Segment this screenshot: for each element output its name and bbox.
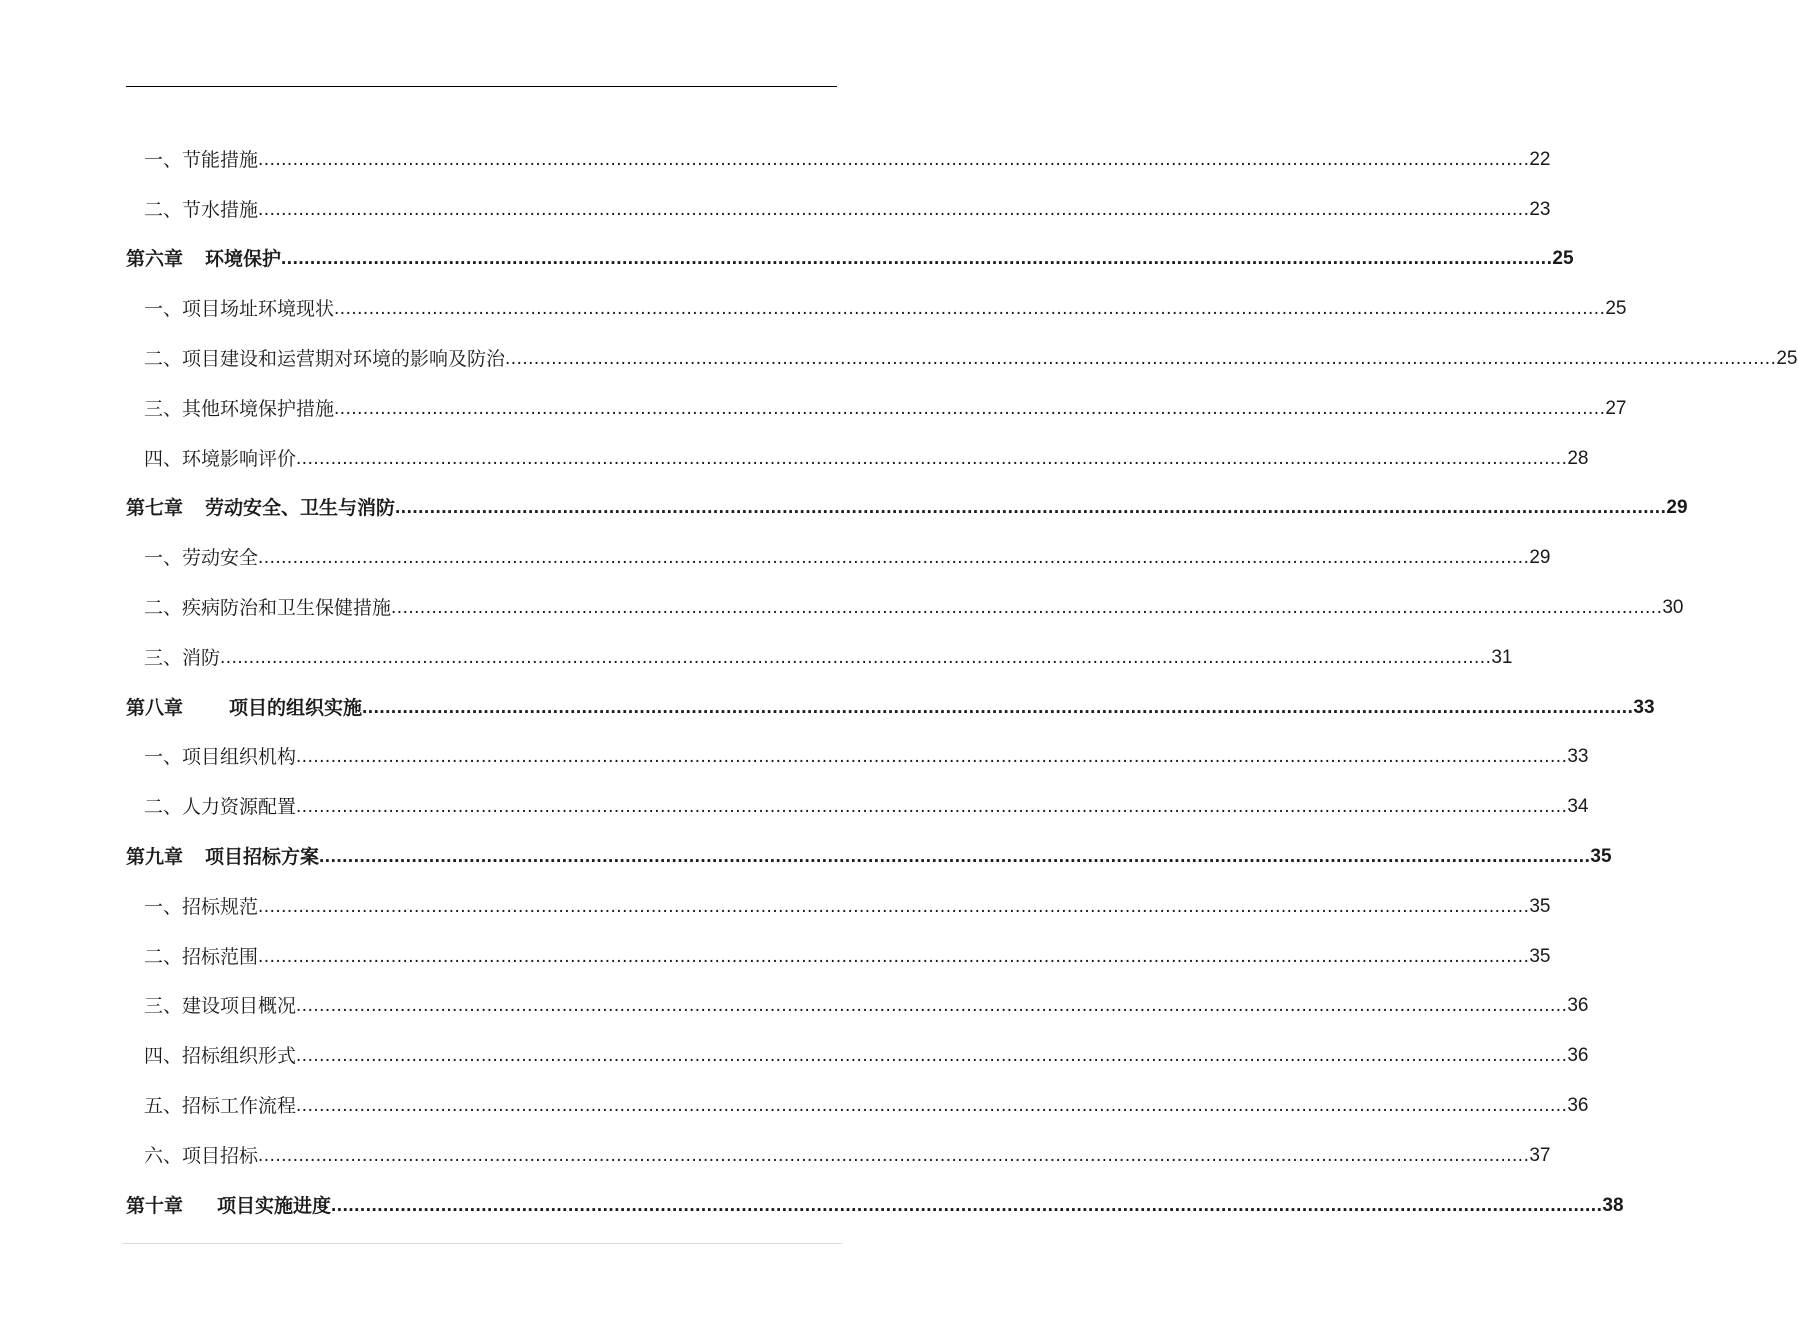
toc-page-number: 37 [1529,1144,1551,1166]
toc-page-number: 25 [1776,347,1798,369]
toc-entry-title: 六、项目招标 [144,1144,259,1167]
toc-page-number: 35 [1529,895,1551,917]
toc-section-entry[interactable] [126,1120,1551,1170]
toc-dot-leader: ............................................................................................................................................................................................................................ [331,1194,1603,1216]
toc-entry-title: 二、招标范围 [144,945,259,968]
toc-dot-leader: ............................................................................................................................................................................................................................ [334,397,1606,419]
toc-page-number: 38 [1602,1194,1624,1216]
toc-entry-title: 三、消防 [144,646,221,669]
toc-section-entry[interactable] [126,323,1798,373]
toc-entry-title [126,496,395,520]
toc-page-number: 28 [1567,447,1589,469]
toc-entry-title: 三、其他环境保护措施 [144,397,335,420]
toc-dot-leader: ............................................................................................................................................................................................................................ [220,646,1492,668]
toc-section-entry[interactable] [126,722,1589,772]
toc-entry-title: 二、疾病防治和卫生保健措施 [144,596,392,619]
table-of-contents [126,124,1798,1220]
toc-page-number: 36 [1567,1045,1589,1067]
toc-entry-title [126,696,362,720]
toc-section-entry[interactable] [126,124,1551,174]
toc-page-number: 36 [1567,995,1589,1017]
footer-rule [122,1243,842,1244]
toc-page-number: 29 [1529,547,1551,569]
toc-chapter-title: 劳动安全、卫生与消防 [205,497,396,520]
toc-chapter-entry[interactable] [126,473,1688,523]
toc-page-number: 35 [1590,845,1612,867]
toc-chapter-label: 第八章 [126,696,184,719]
toc-chapter-entry[interactable] [126,224,1574,274]
toc-dot-leader: ............................................................................................................................................................................................................................ [258,198,1530,220]
toc-dot-leader: ............................................................................................................................................................................................................................ [296,796,1568,818]
toc-section-entry[interactable] [126,174,1551,224]
toc-page-number: 25 [1552,248,1574,270]
toc-section-entry[interactable] [126,771,1589,821]
toc-section-entry[interactable] [126,1020,1589,1070]
toc-chapter-label: 第九章 [126,845,184,868]
toc-dot-leader: ............................................................................................................................................................................................................................ [334,298,1606,320]
toc-entry-title: 一、劳动安全 [144,547,259,570]
toc-dot-leader: ............................................................................................................................................................................................................................ [258,547,1530,569]
toc-page-number: 27 [1605,397,1627,419]
toc-section-entry[interactable] [126,522,1551,572]
toc-dot-leader: ............................................................................................................................................................................................................................ [296,746,1568,768]
toc-chapter-entry[interactable] [126,1170,1624,1220]
toc-chapter-label: 第十章 [126,1194,184,1217]
toc-page-number: 22 [1529,148,1551,170]
toc-entry-title: 四、招标组织形式 [144,1045,297,1068]
toc-dot-leader: ............................................................................................................................................................................................................................ [296,1045,1568,1067]
toc-entry-title: 一、项目场址环境现状 [144,298,335,321]
toc-dot-leader: ............................................................................................................................................................................................................................ [258,148,1530,170]
toc-section-entry[interactable] [126,273,1627,323]
toc-entry-title: 一、招标规范 [144,895,259,918]
toc-dot-leader: ............................................................................................................................................................................................................................ [258,895,1530,917]
toc-dot-leader: ............................................................................................................................................................................................................................ [395,497,1667,519]
toc-page-number: 34 [1567,796,1589,818]
toc-chapter-label: 第七章 [126,497,184,520]
toc-page-number: 36 [1567,1094,1589,1116]
toc-section-entry[interactable] [126,373,1627,423]
toc-page-number: 33 [1567,746,1589,768]
toc-page-number: 29 [1666,497,1688,519]
toc-dot-leader: ............................................................................................................................................................................................................................ [296,995,1568,1017]
toc-chapter-entry[interactable] [126,672,1655,722]
toc-dot-leader: ............................................................................................................................................................................................................................ [281,248,1553,270]
toc-page-number: 31 [1491,646,1513,668]
toc-dot-leader: ............................................................................................................................................................................................................................ [258,1144,1530,1166]
header-rule [126,86,837,87]
toc-dot-leader: ............................................................................................................................................................................................................................ [505,347,1777,369]
toc-entry-title: 五、招标工作流程 [144,1094,297,1117]
toc-page-number: 35 [1529,945,1551,967]
toc-dot-leader: ............................................................................................................................................................................................................................ [362,696,1634,718]
toc-entry-title [126,845,319,869]
toc-dot-leader: ............................................................................................................................................................................................................................ [391,596,1663,618]
toc-section-entry[interactable] [126,572,1684,622]
toc-chapter-entry[interactable] [126,821,1612,871]
toc-chapter-title: 环境保护 [205,248,282,271]
toc-section-entry[interactable] [126,971,1589,1021]
toc-entry-title [126,1194,331,1218]
toc-chapter-title: 项目招标方案 [205,845,320,868]
toc-page-number: 23 [1529,198,1551,220]
toc-chapter-title: 项目实施进度 [217,1194,332,1217]
toc-dot-leader: ............................................................................................................................................................................................................................ [296,447,1568,469]
toc-page-number: 25 [1605,298,1627,320]
toc-section-entry[interactable] [126,423,1589,473]
toc-section-entry[interactable] [126,622,1513,672]
toc-entry-title: 二、项目建设和运营期对环境的影响及防治 [144,347,506,370]
toc-entry-title: 一、项目组织机构 [144,746,297,769]
toc-entry-title: 二、人力资源配置 [144,796,297,819]
toc-page-number: 33 [1633,696,1655,718]
toc-page-number: 30 [1662,596,1684,618]
toc-section-entry[interactable] [126,921,1551,971]
toc-entry-title: 三、建设项目概况 [144,995,297,1018]
toc-entry-title: 四、环境影响评价 [144,447,297,470]
toc-dot-leader: ............................................................................................................................................................................................................................ [296,1094,1568,1116]
toc-section-entry[interactable] [126,871,1551,921]
toc-dot-leader: ............................................................................................................................................................................................................................ [319,845,1591,867]
toc-section-entry[interactable] [126,1070,1589,1120]
toc-entry-title [126,247,281,271]
toc-entry-title: 二、节水措施 [144,198,259,221]
toc-chapter-title: 项目的组织实施 [229,696,363,719]
toc-chapter-label: 第六章 [126,248,184,271]
toc-dot-leader: ............................................................................................................................................................................................................................ [258,945,1530,967]
toc-entry-title: 一、节能措施 [144,148,259,171]
